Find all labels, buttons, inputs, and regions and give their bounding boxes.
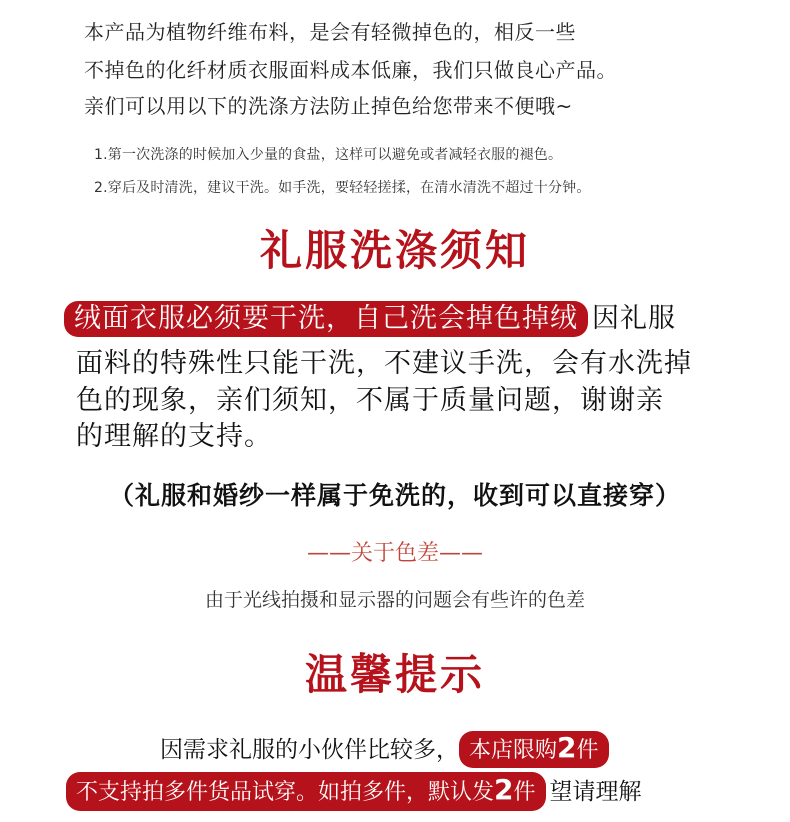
warm-tips-line-2 <box>66 772 642 811</box>
wash-notice-line-2: 面料的特殊性只能干洗，不建议手洗，会有水洗掉 <box>76 348 692 379</box>
intro-line-2: 不掉色的化纤材质衣服面料成本低廉，我们只做良心产品。 <box>84 58 617 82</box>
wash-notice-line-3: 色的现象，亲们须知，不属于质量问题，谢谢亲 <box>76 385 664 416</box>
section-title-wash-notice: 礼服洗涤须知 <box>259 226 530 275</box>
wash-tip-2: 2.穿后及时清洗，建议干洗。如手洗，要轻轻搓揉，在清水清洗不超过十分钟。 <box>94 180 591 196</box>
color-diff-title: ——关于色差—— <box>306 541 483 566</box>
intro-line-3: 亲们可以用以下的洗涤方法防止掉色给您带来不便哦~ <box>84 94 573 118</box>
highlight-dry-clean: 绒面衣服必须要干洗，自己洗会掉色掉绒 <box>64 301 588 337</box>
section-title-warm-tips: 温馨提示 <box>304 650 485 699</box>
wash-tip-1: 1.第一次洗涤的时候加入少量的食盐，这样可以避免或者减轻衣服的褪色。 <box>94 147 563 163</box>
wash-notice-line-4: 的理解的支持。 <box>76 421 272 452</box>
wash-notice-line-1 <box>64 296 676 337</box>
intro-line-1: 本产品为植物纤维布料，是会有轻微掉色的，相反一些 <box>84 20 576 44</box>
warm-tips-line-1-text: 因需求礼服的小伙伴比较多， <box>160 737 459 763</box>
warm-tips-line-2-rest: 望请理解 <box>549 779 642 805</box>
color-diff-text: 由于光线拍摄和显示器的问题会有些许的色差 <box>204 589 585 611</box>
multi-item-notice-badge: 不支持拍多件货品试穿。如拍多件，默认发2件 <box>66 772 546 811</box>
purchase-limit-badge: 本店限购2件 <box>459 731 609 768</box>
no-wash-note: （礼服和婚纱一样属于免洗的，收到可以直接穿） <box>108 481 681 510</box>
warm-tips-line-1 <box>160 731 609 768</box>
wash-notice-line-1-rest: 因礼服 <box>592 303 676 334</box>
